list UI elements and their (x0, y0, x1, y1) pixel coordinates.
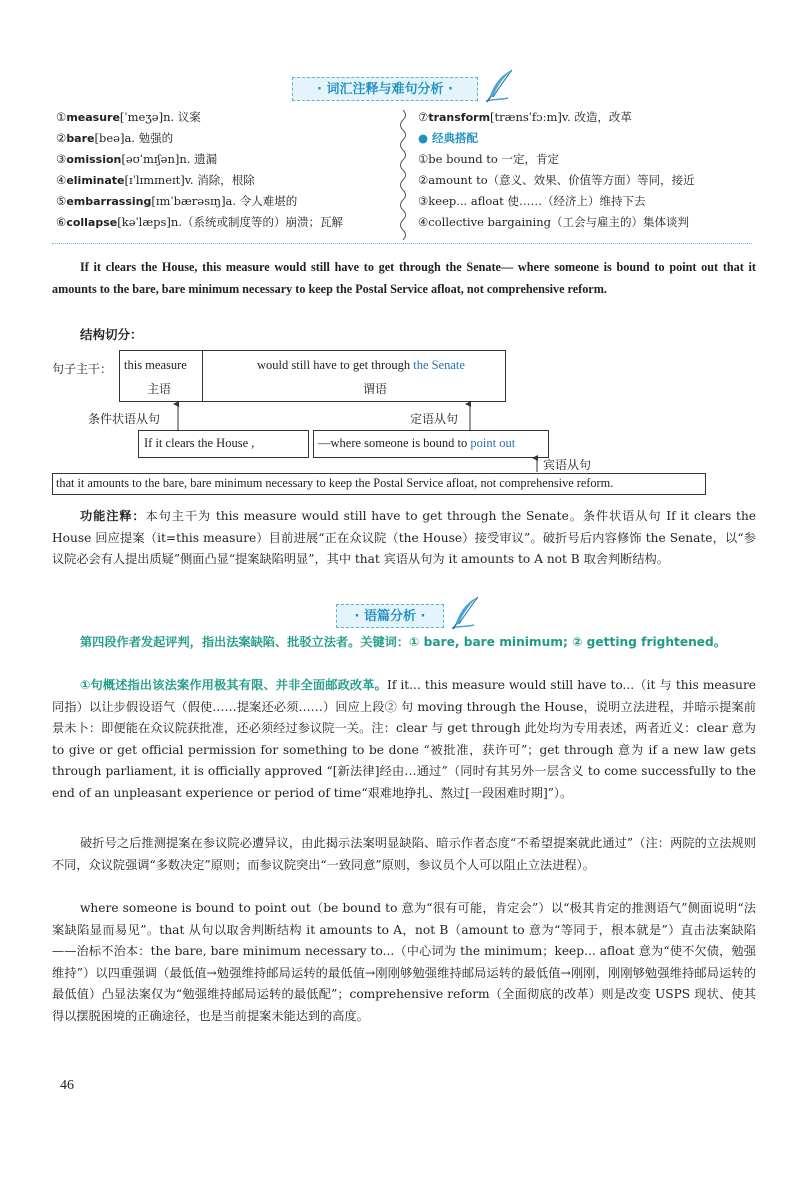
object-clause-label: 宾语从句 (543, 458, 592, 472)
key-sentence: If it clears the House, this measure would still have to get through the Senate— where someone is bound to point out that it amounts to the bare, bare minimum necessary to keep the Postal Service afloat, not comprehensive reform. (52, 260, 756, 296)
vocab-item: ⑤embarrassing[ɪmˈbærəsɪŋ]a. 令人难堪的 (56, 194, 298, 208)
main-clause-label: 句子主干： (52, 362, 113, 376)
collocation-item: ②amount to（意义、效果、价值等方面）等同，接近 (418, 173, 695, 187)
collocation-item: ①be bound to 一定，肯定 (418, 152, 559, 166)
predicate-cn: 谓语 (363, 382, 388, 396)
discourse-paragraph-1: ①句概述指出该法案作用极其有限、并非全面邮政改革。If it... this measure would still have to...（it 与 this measure 同指）以让步假设语气（假使……提案还必须……）回应上段② 句 moving through the House，说明立法进程，并暗示提案前景未卜：即便能在众议院获批准，还必须经过参议院一关。注：clear 与 get through 此处均为专用表述，两者近义：clear 意为 to give or get official permission for something to be done “被批准，获许可”；get through 意为 if a new law gets through parliament, it is officially approved “[新法律]经由…通过”（同时有其另外一层含义 to come successfully to the end of an unpleasant experience or period of time“艰难地挣扎、熬过[一段困难时期]”）。 (52, 678, 756, 800)
function-note: 功能注释：本句主干为 this measure would still have to get through the Senate。条件状语从句 If it clears the House 回应提案（it=this measure）目前进展“正在众议院（the House）接受审议”。破折号后内容修饰 the Senate，以“参议院必会有人提出质疑”侧面凸显“提案缺陷明显”，其中 that 宾语从句为 it amounts to A not B 取舍判断结构。 (52, 509, 757, 566)
quill-pen-icon (448, 595, 482, 631)
vocab-item: ④eliminate[ɪˈlɪmɪneɪt]v. 消除，根除 (56, 173, 255, 187)
cond-clause-label: 条件状语从句 (88, 412, 161, 426)
discourse-section-banner: · 语篇分析 · (336, 604, 444, 628)
vocab-item: ②bare[beə]a. 勉强的 (56, 131, 174, 145)
discourse-intro: 第四段作者发起评判，指出法案缺陷、批驳立法者。关键词：① bare, bare minimum; ② getting frightened。 (80, 635, 726, 649)
cond-clause-text: If it clears the House , (144, 436, 255, 450)
collocation-item: ④collective bargaining（工会与雇主的）集体谈判 (418, 215, 689, 229)
vocab-section-banner: · 词汇注释与难句分析 · (292, 77, 478, 101)
vocab-item: ③omission[əʊˈmɪʃən]n. 遗漏 (56, 152, 218, 166)
vocab-item: ⑦transform[trænsˈfɔːm]v. 改造，改革 (418, 110, 632, 124)
discourse-paragraph-2: 破折号之后推测提案在参议院必遭异议，由此揭示法案明显缺陷、暗示作者态度“不希望提案就此通过”（注：两院的立法规则不同，众议院强调“多数决定”原则；而参议院突出“一致同意”原则，参议员个人可以阻止立法进程）。 (52, 836, 756, 872)
discourse-paragraph-3: where someone is bound to point out（be bound to 意为“很有可能，肯定会”）以“极其肯定的推测语气”侧面说明“法案缺陷显而易见”。that 从句以取舍判断结构 it amounts to A，not B（amount to 意为“等同于，根本就是”）直击法案缺陷——治标不治本：the bare, bare minimum necessary to...（中心词为 the minimum；keep... afloat 意为“使不欠债，勉强维持”）以四重强调（最低值→勉强维持邮局运转的最低值→刚刚够勉强维持邮局运转的最低值→刚刚，刚刚够勉强维持邮局运转的最低值）凸显法案仅为“勉强维持邮局运转的最低配”；comprehensive reform（全面彻底的改革）则是改变 USPS 现状、使其得以摆脱困境的正确途径，也是当前提案未能达到的高度。 (52, 901, 756, 1023)
subject-text: this measure (124, 358, 187, 372)
collocation-item: ③keep... afloat 使……（经济上）维持下去 (418, 194, 646, 208)
object-clause-text: that it amounts to the bare, bare minimum necessary to keep the Postal Service afloat, not comprehensive reform. (56, 476, 614, 490)
vocab-item: ①measure[ˈmeʒə]n. 议案 (56, 110, 201, 124)
collocations-title: ● 经典搭配 (418, 131, 479, 145)
page-number: 46 (60, 1078, 74, 1093)
vocab-item: ⑥collapse[kəˈlæps]n.（系统或制度等的）崩溃；瓦解 (56, 215, 343, 229)
subject-cn: 主语 (147, 382, 172, 396)
structure-label: 结构切分： (80, 327, 143, 342)
attr-clause-text: —where someone is bound to point out (318, 436, 516, 450)
predicate-text: would still have to get through the Senate (257, 358, 465, 372)
attr-clause-label: 定语从句 (410, 412, 459, 426)
